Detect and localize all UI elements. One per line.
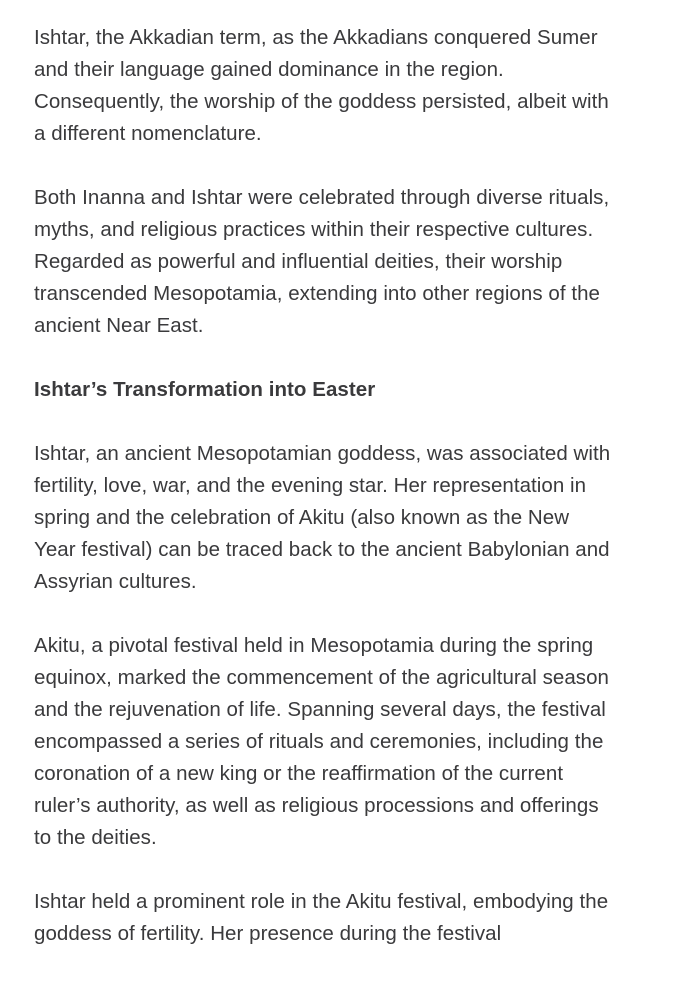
text-line: Ishtar, an ancient Mesopotamian goddess, was associated with: [34, 442, 611, 465]
paragraph-inanna-ishtar: [34, 182, 674, 342]
text-line: Both Inanna and Ishtar were celebrated through diverse rituals,: [34, 186, 610, 209]
text-line: Year festival) can be traced back to the ancient Babylonian and: [34, 538, 610, 561]
article-body: [34, 22, 674, 982]
text-line: goddess of fertility. Her presence during the festival: [34, 922, 502, 945]
text-line: encompassed a series of rituals and ceremonies, including the: [34, 730, 604, 753]
text-line: ruler’s authority, as well as religious processions and offerings: [34, 794, 599, 817]
text-line: ancient Near East.: [34, 314, 204, 337]
text-line: equinox, marked the commencement of the agricultural season: [34, 666, 609, 689]
text-line: Consequently, the worship of the goddess persisted, albeit with: [34, 90, 609, 113]
text-line: myths, and religious practices within their respective cultures.: [34, 218, 594, 241]
paragraph-akkadian-term: [34, 22, 674, 150]
text-line: spring and the celebration of Akitu (also known as the New: [34, 506, 570, 529]
text-line: coronation of a new king or the reaffirmation of the current: [34, 762, 564, 785]
text-line: to the deities.: [34, 826, 157, 849]
text-line: and their language gained dominance in the region.: [34, 58, 504, 81]
section-heading: Ishtar’s Transformation into Easter: [34, 378, 376, 401]
text-line: and the rejuvenation of life. Spanning several days, the festival: [34, 698, 606, 721]
text-line: a different nomenclature.: [34, 122, 262, 145]
paragraph-ishtar-role: [34, 886, 674, 950]
text-line: Akitu, a pivotal festival held in Mesopotamia during the spring: [34, 634, 594, 657]
text-line: Ishtar, the Akkadian term, as the Akkadians conquered Sumer: [34, 26, 598, 49]
paragraph-akitu-festival: [34, 630, 674, 854]
text-line: Ishtar held a prominent role in the Akitu festival, embodying the: [34, 890, 609, 913]
text-line: fertility, love, war, and the evening star. Her representation in: [34, 474, 587, 497]
text-line: transcended Mesopotamia, extending into other regions of the: [34, 282, 600, 305]
text-line: Regarded as powerful and influential deities, their worship: [34, 250, 563, 273]
paragraph-ishtar-goddess: [34, 438, 674, 598]
text-line: Assyrian cultures.: [34, 570, 197, 593]
